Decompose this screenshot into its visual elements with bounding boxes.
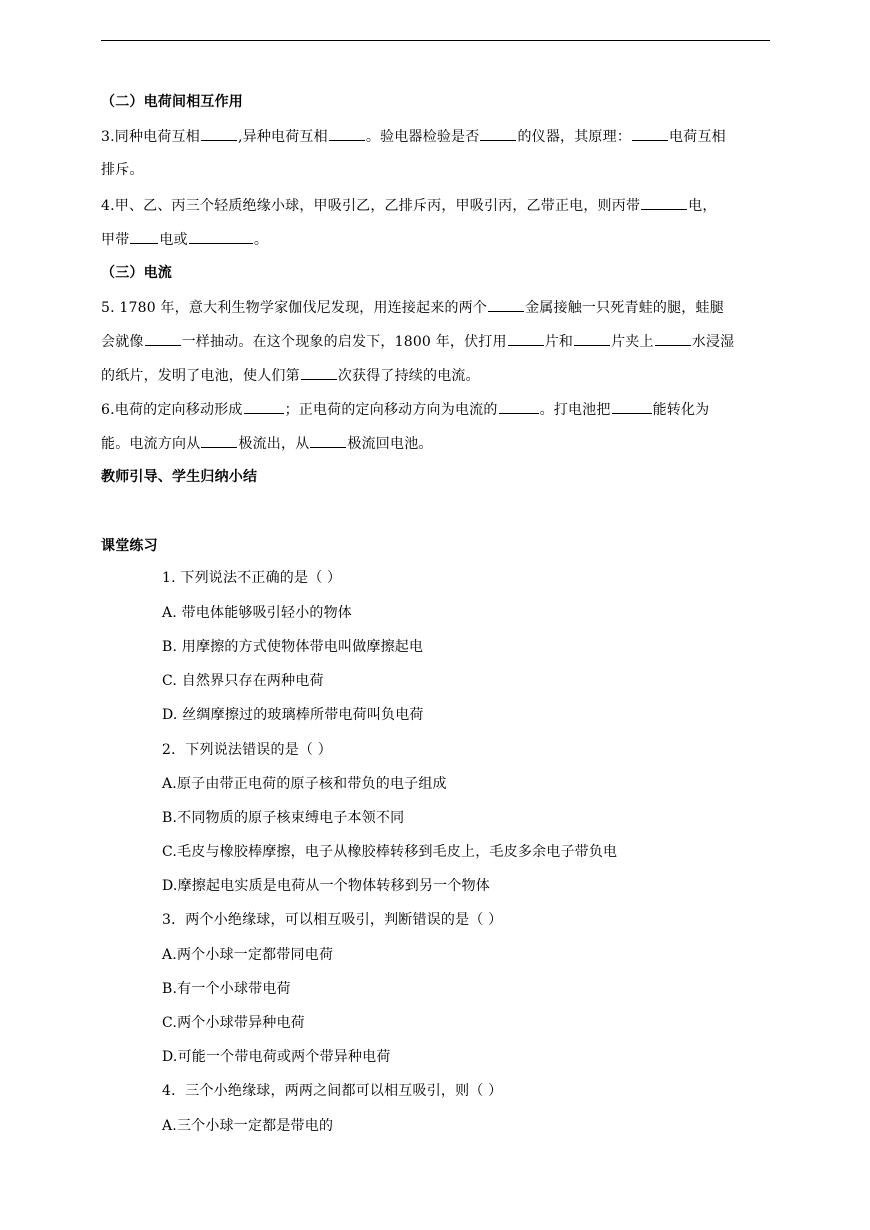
answer-blank[interactable] xyxy=(310,433,346,448)
question-3-line-2: 排斥。 xyxy=(101,162,144,178)
answer-blank[interactable] xyxy=(632,126,668,141)
answer-blank[interactable] xyxy=(244,399,284,414)
answer-blank[interactable] xyxy=(201,126,237,141)
question-5-line-2: 会就像 一样抽动。在这个现象的启发下，1800 年，伏打用 片和 片夹上 水浸湿 xyxy=(101,331,734,352)
practice-q1-option-d: D. 丝绸摩擦过的玻璃棒所带电荷叫负电荷 xyxy=(162,707,424,723)
question-4-line-1: 4.甲、乙、丙三个轻质绝缘小球，甲吸引乙，乙排斥丙，甲吸引丙，乙带正电，则丙带 电， xyxy=(101,195,717,216)
practice-q4-stem: 4．三个小绝缘球，两两之间都可以相互吸引，则（ ） xyxy=(162,1083,503,1099)
answer-blank[interactable] xyxy=(655,331,691,346)
answer-blank[interactable] xyxy=(145,331,181,346)
practice-q3-option-c: C.两个小球带异种电荷 xyxy=(162,1015,305,1031)
answer-blank[interactable] xyxy=(488,297,524,312)
practice-q1-option-b: B. 用摩擦的方式使物体带电叫做摩擦起电 xyxy=(162,639,424,655)
answer-blank[interactable] xyxy=(508,331,544,346)
header-rule xyxy=(101,40,770,41)
section-heading-current: （三）电流 xyxy=(101,265,172,281)
question-6-line-2: 能。电流方向从 极流出，从 极流回电池。 xyxy=(101,433,433,454)
practice-heading: 课堂练习 xyxy=(101,538,158,554)
answer-blank[interactable] xyxy=(329,126,365,141)
practice-q4-option-a: A.三个小球一定都是带电的 xyxy=(162,1118,334,1134)
practice-q3-option-b: B.有一个小球带电荷 xyxy=(162,981,291,997)
answer-blank[interactable] xyxy=(301,365,337,380)
question-3-line-1: 3.同种电荷互相 ,异种电荷互相 。验电器检验是否 的仪器，其原理： 电荷互相 xyxy=(101,126,726,147)
practice-q2-option-c: C.毛皮与橡胶棒摩擦，电子从橡胶棒转移到毛皮上，毛皮多余电子带负电 xyxy=(162,844,618,860)
question-5-line-1: 5. 1780 年，意大利生物学家伽伐尼发现，用连接起来的两个 金属接触一只死青蛙的腿，蛙腿 xyxy=(101,297,724,318)
answer-blank[interactable] xyxy=(574,331,610,346)
answer-blank[interactable] xyxy=(189,229,253,244)
answer-blank[interactable] xyxy=(499,399,539,414)
answer-blank[interactable] xyxy=(612,399,652,414)
practice-q1-option-a: A. 带电体能够吸引轻小的物体 xyxy=(162,605,353,621)
practice-q3-option-a: A.两个小球一定都带同电荷 xyxy=(162,947,334,963)
practice-q1-stem: 1. 下列说法不正确的是（ ） xyxy=(162,570,342,586)
practice-q3-stem: 3．两个小绝缘球，可以相互吸引，判断错误的是（ ） xyxy=(162,912,503,928)
question-5-line-3: 的纸片，发明了电池，使人们第 次获得了持续的电流。 xyxy=(101,365,480,386)
answer-blank[interactable] xyxy=(201,433,237,448)
question-4-line-2: 甲带 电或 。 xyxy=(101,229,268,250)
practice-q2-option-a: A.原子由带正电荷的原子核和带负的电子组成 xyxy=(162,776,447,792)
answer-blank[interactable] xyxy=(130,229,158,244)
practice-q1-option-c: C. 自然界只存在两种电荷 xyxy=(162,673,324,689)
practice-q2-option-d: D.摩擦起电实质是电荷从一个物体转移到另一个物体 xyxy=(162,878,490,894)
section-heading-charge-interaction: （二）电荷间相互作用 xyxy=(101,94,243,110)
answer-blank[interactable] xyxy=(641,195,687,210)
practice-q2-stem: 2．下列说法错误的是（ ） xyxy=(162,742,332,758)
question-6-line-1: 6.电荷的定向移动形成 ；正电荷的定向移动方向为电流的 。打电池把 能转化为 xyxy=(101,399,709,420)
summary-heading: 教师引导、学生归纳小结 xyxy=(101,469,258,485)
practice-q2-option-b: B.不同物质的原子核束缚电子本领不同 xyxy=(162,810,405,826)
practice-q3-option-d: D.可能一个带电荷或两个带异种电荷 xyxy=(162,1049,391,1065)
answer-blank[interactable] xyxy=(480,126,516,141)
